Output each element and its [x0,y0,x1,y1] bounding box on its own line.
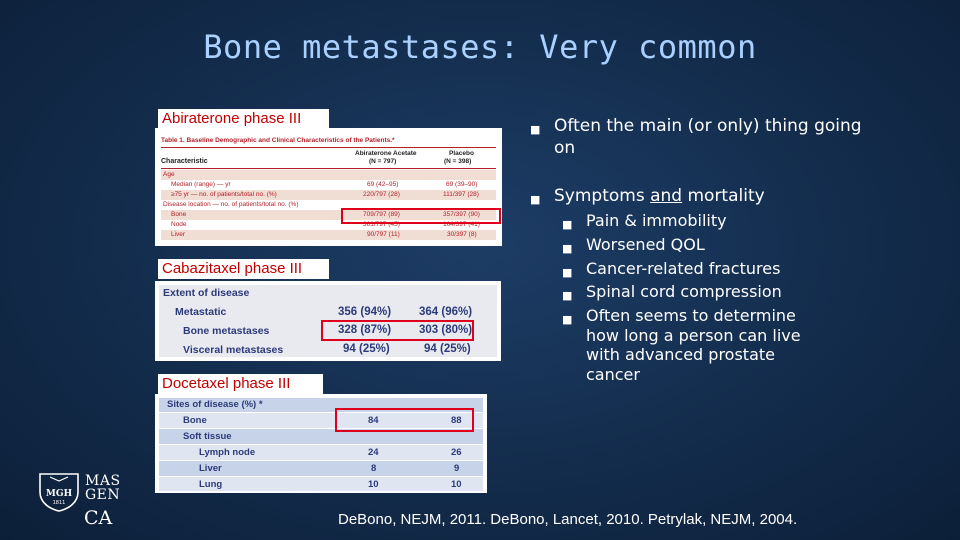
table-row-label: Sites of disease (%) * [167,399,263,410]
table-cell: 220/797 (28) [363,191,400,198]
table-cell: 10 [368,479,379,490]
table-row-label: Soft tissue [183,431,232,442]
logo-line-2: GEN [85,487,121,503]
table-cell: 164/397 (41) [443,221,480,228]
docetaxel-label: Docetaxel phase III [158,374,323,394]
bullet-marker: ■ [562,266,573,279]
table-cell: 356 (94%) [338,306,392,318]
abiraterone-label: Abiraterone phase III [158,109,329,129]
table-cell: 94 (25%) [343,343,390,355]
sub-bullet-text: Cancer-related fractures [586,259,781,278]
citation: DeBono, NEJM, 2011. DeBono, Lancet, 2010. Petrylak, NEJM, 2004. [338,511,798,528]
col-characteristic: Characteristic [161,158,208,165]
table-row-label: Liver [171,231,186,238]
table-band [161,230,496,240]
bullet-marker: ■ [562,242,573,255]
table-rule [161,147,496,148]
table-cell: 84 [368,415,379,426]
table-row-label: Node [171,221,187,228]
table-cell: 8 [371,463,377,474]
table-row-label: Extent of disease [163,287,250,299]
table-row-label: Visceral metastases [183,344,284,356]
sub-bullet-text: Worsened QOL [586,235,705,254]
logo-line-3: CA [84,507,113,529]
table-cell: 24 [368,447,379,458]
cabazitaxel-table [155,281,501,361]
col-placebo-n: (N = 398) [444,158,472,165]
bullet-text: Often the main (or only) thing going on [554,116,862,158]
table-cell: 328 (87%) [338,324,392,336]
table-cell: 361/797 (45) [363,221,400,228]
table-row-label: Bone [171,211,187,218]
table-cell: 9 [454,463,460,474]
table-row-label: Disease location — no. of patients/total no. (%) [163,201,299,208]
mgh-shield-icon [38,472,80,512]
table-caption: Table 1. Baseline Demographic and Clinical Characteristics of the Patients.* [161,137,395,144]
table-cell: 709/797 (89) [363,211,400,218]
col-placebo: Placebo [449,150,474,157]
table-cell: 69 (39–90) [446,181,478,188]
shield-year: 1811 [52,500,66,506]
table-row-label: Lymph node [199,447,256,458]
docetaxel-table [155,394,487,493]
table-cell: 30/397 (8) [447,231,477,238]
sub-bullet-text: Spinal cord compression [586,282,782,301]
table-cell: 303 (80%) [419,324,473,336]
cabazitaxel-label: Cabazitaxel phase III [158,259,329,279]
table-row-label: Metastatic [175,306,227,318]
table-cell: 10 [451,479,462,490]
table-row-label: Bone [183,415,207,426]
bullet-marker: ■ [530,123,541,136]
table-cell: 26 [451,447,462,458]
shield-text: MGH [45,489,73,499]
table-row-label: Lung [199,479,223,490]
table-row-label: Age [163,171,175,178]
table-row-label: Median (range) — yr [171,181,231,188]
bullet-marker: ■ [562,218,573,231]
table-cell: 88 [451,415,462,426]
table-rule [161,168,496,169]
sub-bullet-text: Often seems to determine how long a person can live with advanced prostate cancer [586,306,801,384]
underlined-and: and [650,186,683,206]
logo-line-1: MAS [85,473,121,489]
col-abiraterone: Abiraterone Acetate [355,150,417,157]
highlight-box [335,408,474,432]
bullet-marker: ■ [530,193,541,206]
bullet-text: Symptoms and mortality [554,186,765,206]
table-row-label: Liver [199,463,222,474]
highlight-box [341,208,501,224]
highlight-box [321,320,474,341]
table-cell: 357/397 (90) [443,211,480,218]
table-row-label: ≥75 yr — no. of patients/total no. (%) [171,191,277,198]
table-cell: 90/797 (11) [367,231,400,238]
table-band [161,170,496,180]
bullet-marker: ■ [562,313,573,326]
table-cell: 364 (96%) [419,306,473,318]
table-cell: 69 (42–95) [367,181,399,188]
abiraterone-table [155,128,502,246]
bullet-marker: ■ [562,289,573,302]
table-cell: 94 (25%) [424,343,471,355]
table-cell: 111/397 (28) [443,191,479,198]
sub-bullet-text: Pain & immobility [586,211,727,230]
slide-title: Bone metastases: Very common [203,28,757,66]
col-abiraterone-n: (N = 797) [369,158,397,165]
table-row-label: Bone metastases [183,325,270,337]
